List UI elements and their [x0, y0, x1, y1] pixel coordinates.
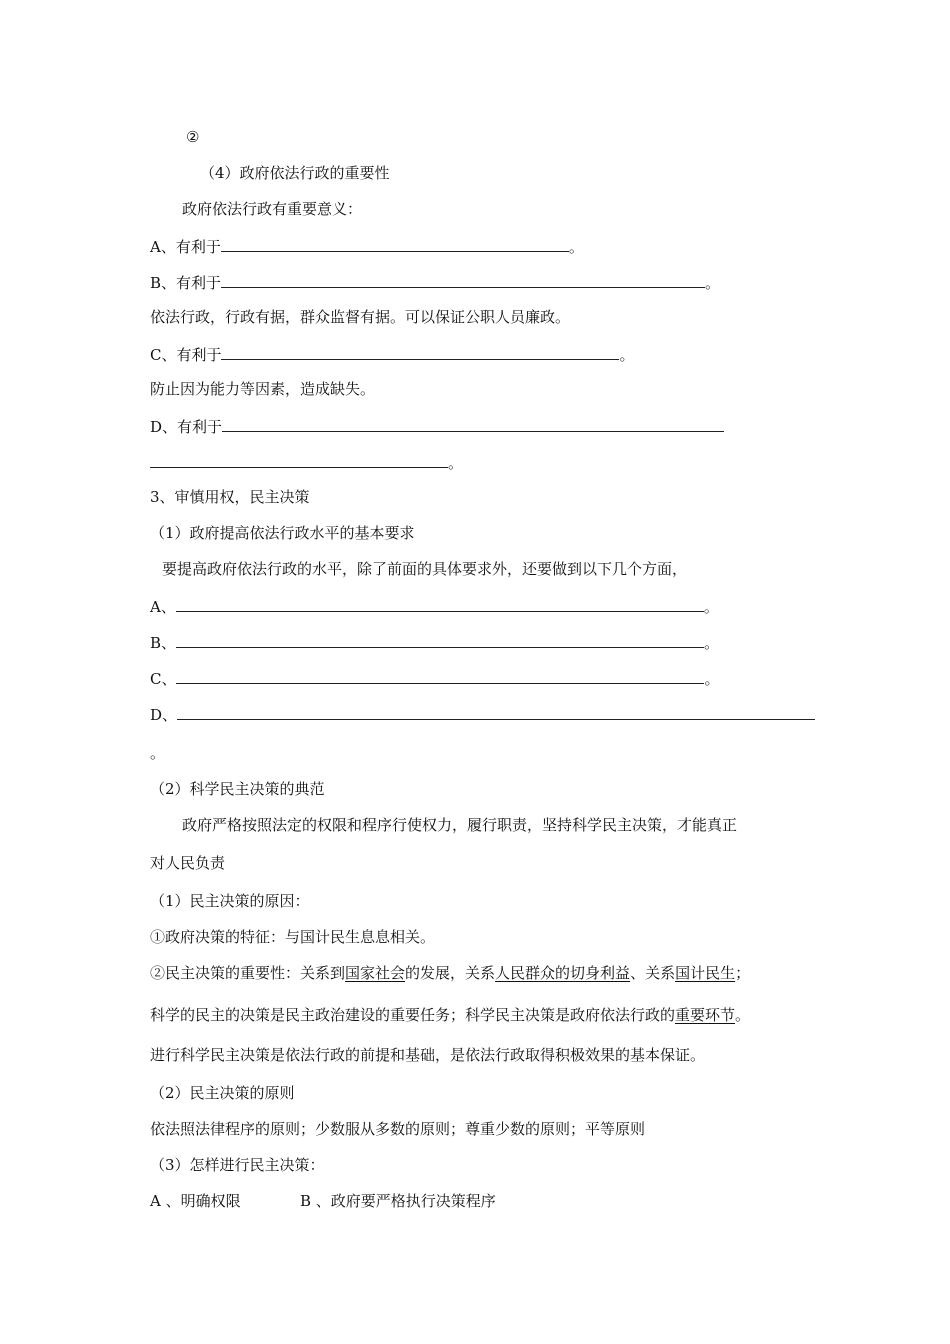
- underlined-term: 国家社会: [345, 964, 406, 982]
- heading-basic-requirements: （1）政府提高依法行政水平的基本要求: [150, 524, 415, 542]
- text-segment: 科学的民主的决策是民主政治建设的重要任务；科学民主决策是政府依法行政的: [150, 1006, 676, 1024]
- fill-line-req-b: [150, 631, 719, 653]
- heading-importance: （4）政府依法行政的重要性: [200, 164, 390, 182]
- heading-principles: （2）民主决策的原则: [150, 1084, 295, 1102]
- blank-line: [176, 595, 704, 612]
- fill-line-req-c: [150, 667, 720, 689]
- text-segment: 。: [735, 1006, 751, 1024]
- circled-number-two: ②: [186, 128, 200, 146]
- blank-line: [221, 343, 619, 360]
- section-title-3: 3、审慎用权，民主决策: [150, 488, 310, 506]
- fill-line-a: [150, 235, 584, 257]
- text-requirements-intro: 要提高政府依法行政的水平，除了前面的具体要求外，还要做到以下几个方面，: [162, 560, 688, 578]
- text-prevent: 防止因为能力等因素，造成缺失。: [150, 380, 376, 398]
- text-premise: 进行科学民主决策是依法行政的前提和基础，是依法行政取得积极效果的基本保证。: [150, 1046, 706, 1064]
- period: 。: [448, 454, 464, 472]
- underlined-term: 国计民生: [675, 964, 736, 982]
- text-reason-1: ①政府决策的特征：与国计民生息息相关。: [150, 928, 436, 946]
- text-how-a: A 、明确权限: [150, 1192, 241, 1210]
- fill-label: D、有利于: [150, 418, 223, 436]
- fill-label: C、有利于: [150, 346, 222, 364]
- heading-how-to: （3）怎样进行民主决策：: [150, 1156, 325, 1174]
- period: 。: [619, 346, 635, 364]
- fill-line-d-continued: [150, 451, 463, 473]
- text-segment: 、关系: [630, 964, 676, 982]
- text-segment: ②民主决策的重要性：关系到: [150, 964, 346, 982]
- heading-model-decision: （2）科学民主决策的典范: [150, 780, 325, 798]
- period-line: 。: [150, 744, 166, 762]
- blank-line: [176, 631, 704, 648]
- fill-label: C、: [150, 670, 177, 688]
- text-supervision: 依法行政，行政有据，群众监督有据。可以保证公职人员廉政。: [150, 308, 571, 326]
- fill-label: B、有利于: [150, 274, 222, 292]
- period: 。: [568, 238, 584, 256]
- text-reason-2: [150, 963, 750, 983]
- intro-significance: 政府依法行政有重要意义：: [182, 200, 363, 218]
- text-how-b: B 、政府要严格执行决策程序: [300, 1192, 496, 1210]
- fill-label: D、: [150, 706, 178, 724]
- underlined-term: 重要环节: [675, 1006, 736, 1024]
- text-principles: 依法照法律程序的原则；少数服从多数的原则；尊重少数的原则；平等原则: [150, 1120, 646, 1138]
- text-segment: ；: [735, 964, 751, 982]
- fill-line-c: [150, 343, 635, 365]
- blank-line: [221, 235, 569, 252]
- period: 。: [704, 670, 720, 688]
- fill-label: A、: [150, 598, 176, 616]
- text-responsible: 对人民负责: [150, 854, 226, 872]
- fill-line-req-a: [150, 595, 719, 617]
- blank-line: [150, 451, 448, 468]
- blank-line: [221, 271, 705, 288]
- fill-label: B、: [150, 634, 177, 652]
- fill-label: A、有利于: [150, 238, 221, 256]
- text-government-strict: 政府严格按照法定的权限和程序行使权力，履行职责，坚持科学民主决策，才能真正: [182, 816, 738, 834]
- fill-line-req-d: [150, 703, 815, 725]
- underlined-term: 人民群众的切身利益: [495, 964, 631, 982]
- fill-line-b: [150, 271, 720, 293]
- fill-line-d: [150, 415, 724, 437]
- heading-reasons: （1）民主决策的原因：: [150, 892, 310, 910]
- blank-line: [176, 667, 704, 684]
- blank-line: [222, 415, 724, 432]
- blank-line: [177, 703, 815, 720]
- text-reason-2-continued: [150, 1005, 750, 1025]
- period: 。: [703, 598, 719, 616]
- period: 。: [704, 634, 720, 652]
- period: 。: [705, 274, 721, 292]
- text-segment: 的发展，关系: [405, 964, 496, 982]
